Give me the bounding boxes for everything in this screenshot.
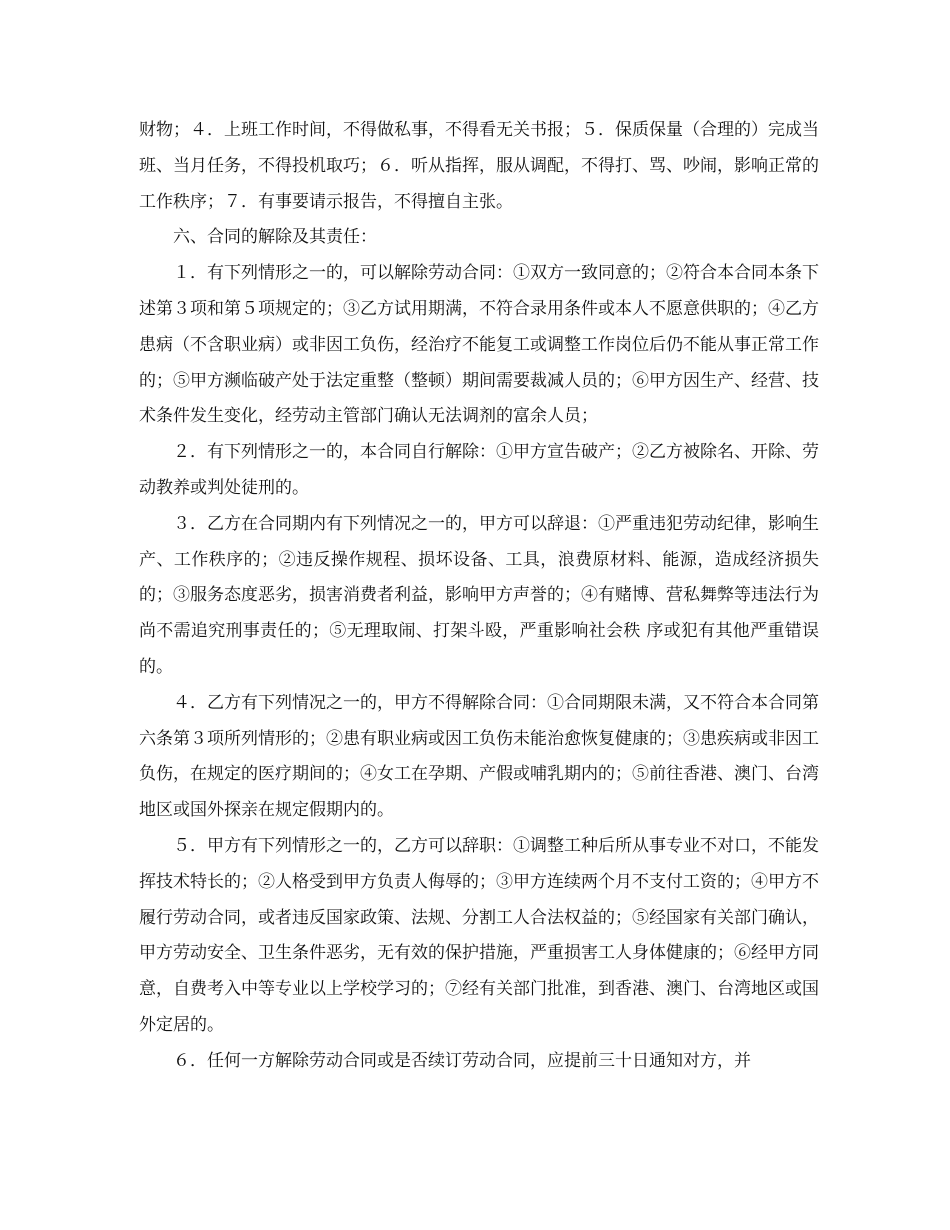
- section-heading: 六、合同的解除及其责任：: [173, 227, 377, 248]
- paragraph-clause-1: １．有下列情形之一的，可以解除劳动合同：①双方一致同意的；②符合本合同本条下述第３项和第５项规定的；③乙方试用期满，不符合录用条件或本人不愿意供职的；④乙方患病（不含职业病）或非因工负伤，经治疗不能复工或调整工作岗位后仍不能从事正常工作的；⑤甲方濒临破产处于法定重整（整顿）期间需要裁减人员的；⑥甲方因生产、经营、技术条件发生变化，经劳动主管部门确认无法调剂的富余人员；: [139, 263, 819, 427]
- paragraph-clause-4: ４．乙方有下列情况之一的，甲方不得解除合同：①合同期限未满，又不符合本合同第六条第３项所列情形的；②患有职业病或因工负伤未能治愈恢复健康的；③患疾病或非因工负伤，在规定的医疗期间的；④女工在孕期、产假或哺乳期内的；⑤前往香港、澳门、台湾地区或国外探亲在规定假期内的。: [139, 692, 819, 821]
- paragraph-clause-6: ６．任何一方解除劳动合同或是否续订劳动合同，应提前三十日通知对方，并: [173, 1050, 751, 1071]
- paragraph-continuation: 财物；４．上班工作时间，不得做私事，不得看无关书报；５．保质保量（合理的）完成当班、当月任务，不得投机取巧；６．听从指挥，服从调配，不得打、骂、吵闹，影响正常的工作秩序；７．有事要请示报告，不得擅自主张。: [139, 120, 819, 212]
- paragraph-clause-2: ２．有下列情形之一的，本合同自行解除：①甲方宣告破产；②乙方被除名、开除、劳动教养或判处徒刑的。: [139, 442, 819, 498]
- paragraph-clause-3: ３．乙方在合同期内有下列情况之一的，甲方可以辞退：①严重违犯劳动纪律，影响生产、工作秩序的；②违反操作规程、损坏设备、工具，浪费原材料、能源，造成经济损失的；③服务态度恶劣，损害消费者利益，影响甲方声誉的；④有赌博、营私舞弊等违法行为尚不需追究刑事责任的；⑤无理取闹、打架斗殴，严重影响社会秩 序或犯有其他严重错误的。: [139, 513, 819, 677]
- paragraph-clause-5: ５．甲方有下列情形之一的，乙方可以辞职：①调整工种后所从事专业不对口，不能发挥技术特长的；②人格受到甲方负责人侮辱的；③甲方连续两个月不支付工资的；④甲方不履行劳动合同，或者违反国家政策、法规、分割工人合法权益的；⑤经国家有关部门确认，甲方劳动安全、卫生条件恶劣，无有效的保护措施，严重损害工人身体健康的；⑥经甲方同意，自费考入中等专业以上学校学习的；⑦经有关部门批准，到香港、澳门、台湾地区或国外定居的。: [139, 835, 819, 1035]
- document-body: [139, 113, 819, 1080]
